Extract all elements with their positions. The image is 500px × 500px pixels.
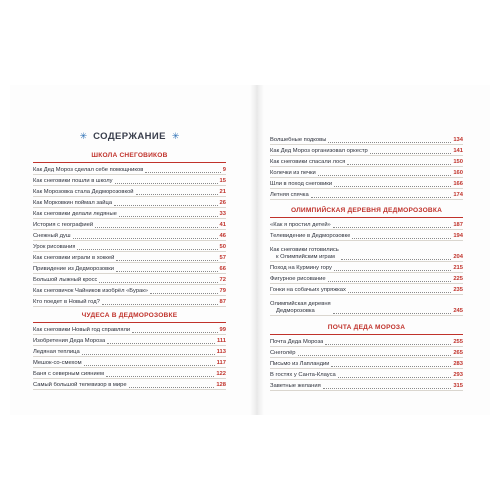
- toc-title-line1: Олимпийская деревня: [270, 301, 331, 307]
- toc-entry[interactable]: [270, 191, 463, 200]
- dot-leader: [334, 269, 451, 271]
- toc-entry[interactable]: [270, 286, 463, 295]
- toc-entry[interactable]: [33, 287, 226, 296]
- toc-entry[interactable]: [33, 199, 226, 208]
- section-heading: ЧУДЕСА В ДЕДМОРОЗОВКЕ: [81, 312, 178, 319]
- dot-leader: [318, 174, 452, 176]
- toc-page: 141: [453, 148, 463, 154]
- toc-page: 99: [219, 327, 226, 333]
- dot-leader: [115, 182, 218, 184]
- toc-entry[interactable]: [33, 188, 226, 197]
- toc-entry[interactable]: [270, 360, 463, 369]
- toc-page: 194: [453, 233, 463, 239]
- toc-page: 315: [453, 383, 463, 389]
- toc-page: 33: [219, 211, 226, 217]
- toc-title: Как снеговики пошли в школу: [33, 178, 113, 184]
- dot-leader: [119, 215, 218, 217]
- toc-page: 79: [219, 288, 226, 294]
- toc-title: Волшебные подковы: [270, 137, 327, 143]
- toc-title: Заветные желания: [270, 383, 321, 389]
- toc-entry[interactable]: [33, 276, 226, 285]
- dot-leader: [84, 364, 215, 366]
- toc-entry[interactable]: [33, 381, 226, 390]
- toc-entry[interactable]: [270, 371, 463, 380]
- toc-entry[interactable]: [33, 370, 226, 379]
- dot-leader: [136, 193, 218, 195]
- toc-title: Колечки из печки: [270, 170, 316, 176]
- toc-title: Как Морковкин поймал зайца: [33, 200, 113, 206]
- toc-title: Как снеговики играли в хоккей: [33, 255, 115, 261]
- dot-leader: [73, 237, 218, 239]
- toc-title: Летняя спячка: [270, 192, 309, 198]
- toc-title-line2: к Олимпийским играм: [276, 254, 335, 260]
- dot-leader: [338, 376, 452, 378]
- dot-leader: [77, 248, 217, 250]
- toc-title: Баня с северным сиянием: [33, 371, 104, 377]
- toc-entry[interactable]: [270, 243, 463, 262]
- toc-title: История с географией: [33, 222, 94, 228]
- dot-leader: [333, 312, 452, 314]
- dot-leader: [311, 196, 452, 198]
- dot-leader: [95, 226, 217, 228]
- dot-leader: [341, 258, 452, 260]
- dot-leader: [347, 163, 451, 165]
- toc-title: Самый большой телевизор в мире: [33, 382, 127, 388]
- page-title: СОДЕРЖАНИЕ: [93, 131, 166, 142]
- toc-entry[interactable]: [33, 254, 226, 263]
- toc-title: Письмо из Лапландии: [270, 361, 330, 367]
- toc-entry[interactable]: [270, 297, 463, 316]
- toc-title: Телевидение в Дедморозовке: [270, 233, 351, 239]
- toc-page: 72: [219, 277, 226, 283]
- section-rule: [270, 217, 463, 218]
- toc-page: 113: [216, 349, 226, 355]
- dot-leader: [116, 259, 217, 261]
- toc-entry[interactable]: [33, 210, 226, 219]
- section-heading: ОЛИМПИЙСКАЯ ДЕРЕВНЯ ДЕДМОРОЗОВКА: [290, 207, 443, 214]
- toc-page: 15: [219, 178, 226, 184]
- toc-page: 46: [219, 233, 226, 239]
- toc-title: Как Дед Мороз сделал себе помощников: [33, 167, 144, 173]
- toc-page: 122: [216, 371, 226, 377]
- dot-leader: [298, 354, 452, 356]
- toc-page: 66: [219, 266, 226, 272]
- toc-entry[interactable]: [270, 221, 463, 230]
- toc-title: Фигурное рисование: [270, 276, 326, 282]
- toc-page: 245: [453, 308, 463, 314]
- toc-entry[interactable]: [270, 147, 463, 156]
- toc-title: Как Дед Мороз организовал оркестр: [270, 148, 368, 154]
- toc-title: Как снеговики делали ледяные: [33, 211, 117, 217]
- toc-page: 265: [453, 350, 463, 356]
- section-rule: [270, 334, 463, 335]
- dot-leader: [82, 353, 215, 355]
- toc-title: «Как я простил детей»: [270, 222, 331, 228]
- dot-leader: [331, 365, 451, 367]
- toc-entry[interactable]: [270, 158, 463, 167]
- toc-entry[interactable]: [270, 264, 463, 273]
- section-rule: [33, 322, 226, 323]
- section-rule: [33, 162, 226, 163]
- toc-page: 111: [216, 338, 226, 344]
- toc-title: Шли в поход снеговики: [270, 181, 333, 187]
- toc-title: Привидение из Дедморозовки: [33, 266, 115, 272]
- toc-title: Как снеговичок Чайников изобрёл «Бурак»: [33, 288, 149, 294]
- toc-title: Как снеговики Новый год справляли: [33, 327, 131, 333]
- dot-leader: [116, 270, 218, 272]
- toc-page: 87: [219, 299, 226, 305]
- toc-page: 235: [453, 287, 463, 293]
- section-heading: ШКОЛА СНЕГОВИКОВ: [91, 152, 168, 159]
- toc-title: Снеголёр: [270, 350, 296, 356]
- toc-entry[interactable]: [33, 243, 226, 252]
- toc-title-line1: Как снеговики готовились: [270, 247, 339, 253]
- toc-title: Изобретения Деда Мороза: [33, 338, 106, 344]
- dot-leader: [99, 281, 217, 283]
- dot-leader: [150, 292, 218, 294]
- toc-page: 225: [453, 276, 463, 282]
- toc-entry[interactable]: [33, 221, 226, 230]
- dot-leader: [325, 343, 451, 345]
- toc-entry[interactable]: [33, 232, 226, 241]
- toc-page: 117: [216, 360, 226, 366]
- dot-leader: [102, 303, 218, 305]
- toc-entry[interactable]: [270, 382, 463, 391]
- toc-entry[interactable]: [33, 326, 226, 335]
- dot-leader: [370, 152, 452, 154]
- dot-leader: [328, 280, 452, 282]
- toc-page: 204: [453, 254, 463, 260]
- toc-title: Урок рисования: [33, 244, 76, 250]
- toc-entry[interactable]: [33, 166, 226, 175]
- toc-page: 160: [453, 170, 463, 176]
- dot-leader: [129, 386, 215, 388]
- toc-title: Почта Деда Мороза: [270, 339, 324, 345]
- toc-entry[interactable]: [33, 298, 226, 307]
- toc-page: 255: [453, 339, 463, 345]
- section-heading: ПОЧТА ДЕДА МОРОЗА: [327, 324, 406, 331]
- dot-leader: [145, 171, 220, 173]
- toc-page: 134: [453, 137, 463, 143]
- toc-page: 293: [453, 372, 463, 378]
- toc-title: Кто поедет в Новый год?: [33, 299, 100, 305]
- toc-entry[interactable]: [33, 177, 226, 186]
- toc-page: 283: [453, 361, 463, 367]
- dot-leader: [352, 237, 451, 239]
- toc-page: 174: [453, 192, 463, 198]
- snowflake-icon: ✳: [79, 132, 88, 142]
- toc-page: 215: [453, 265, 463, 271]
- toc-entry[interactable]: [270, 136, 463, 145]
- toc-page: 9: [222, 167, 226, 173]
- toc-page: 166: [453, 181, 463, 187]
- toc-title: Ледяная теплица: [33, 349, 80, 355]
- toc-entry[interactable]: [270, 338, 463, 347]
- toc-title-line2: Дедморозовка: [276, 308, 315, 314]
- toc-title: [270, 247, 339, 261]
- toc-entry[interactable]: [33, 348, 226, 357]
- contents-title: [33, 131, 226, 143]
- toc-entry[interactable]: [270, 349, 463, 358]
- toc-page: 21: [219, 189, 226, 195]
- toc-entry[interactable]: [270, 169, 463, 178]
- toc-entry[interactable]: [270, 275, 463, 284]
- toc-page: 128: [216, 382, 226, 388]
- toc-title: В гостях у Санта-Клауса: [270, 372, 336, 378]
- toc-entry[interactable]: [33, 359, 226, 368]
- dot-leader: [114, 204, 217, 206]
- toc-page: 41: [219, 222, 226, 228]
- toc-title: Как Морозовка стала Дедморозовкой: [33, 189, 134, 195]
- toc-title: Большой лыжный кросс: [33, 277, 98, 283]
- toc-title: Мешок-со-смехом: [33, 360, 82, 366]
- toc-title: Гонки на собачьих упряжках: [270, 287, 346, 293]
- dot-leader: [132, 331, 217, 333]
- dot-leader: [348, 291, 451, 293]
- dot-leader: [328, 141, 451, 143]
- toc-entry[interactable]: [270, 232, 463, 241]
- dot-leader: [107, 342, 215, 344]
- toc-page: 187: [453, 222, 463, 228]
- toc-page: 50: [219, 244, 226, 250]
- book-gutter: [250, 85, 264, 415]
- toc-title: Снежный душ: [33, 233, 71, 239]
- toc-entry[interactable]: [33, 265, 226, 274]
- dot-leader: [323, 387, 452, 389]
- book-spread: [10, 85, 490, 415]
- toc-page: 57: [219, 255, 226, 261]
- dot-leader: [106, 375, 214, 377]
- toc-title: Как снеговики спасали лося: [270, 159, 346, 165]
- toc-page: 150: [453, 159, 463, 165]
- dot-leader: [333, 226, 452, 228]
- dot-leader: [334, 185, 451, 187]
- toc-entry[interactable]: [270, 180, 463, 189]
- toc-title: [270, 301, 331, 315]
- toc-title: Поход на Курмину гору: [270, 265, 332, 271]
- toc-page: 26: [219, 200, 226, 206]
- toc-entry[interactable]: [33, 337, 226, 346]
- snowflake-icon: ✳: [171, 132, 180, 142]
